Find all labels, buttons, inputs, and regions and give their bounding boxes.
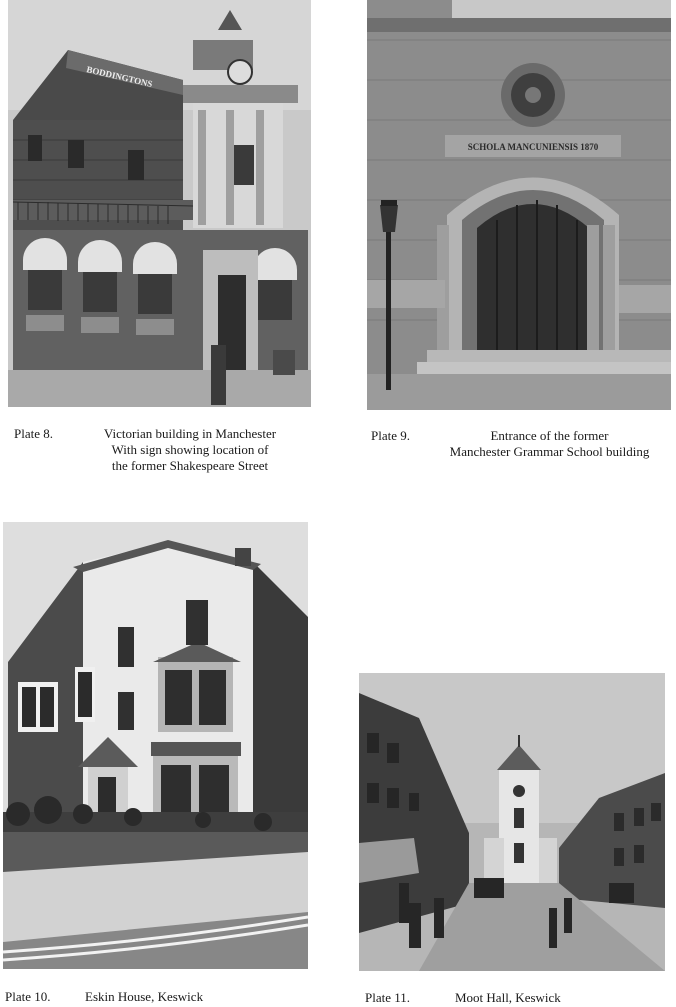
plate-8-caption-line-3: the former Shakespeare Street (111, 458, 269, 473)
plate-8-caption-line-1: Victorian building in Manchester (103, 426, 277, 441)
plate-11-caption-line-1: Moot Hall, Keswick (455, 990, 561, 1005)
plate-9-caption-line-2: Manchester Grammar School building (449, 444, 650, 459)
plate-8-sign: BODDINGTONS (85, 64, 154, 90)
plate-10-illustration (3, 522, 308, 969)
plate-8-photo (8, 0, 311, 407)
plate-10-photo (3, 522, 308, 969)
plate-8-caption-line-2: With sign showing location of (111, 442, 269, 457)
plate-9-inscription: SCHOLA MANCUNIENSIS 1870 (467, 142, 599, 152)
plate-8-illustration (8, 0, 311, 407)
plate-9-caption (371, 428, 671, 462)
plate-8-caption (14, 426, 314, 476)
plate-10-caption-line-1: Eskin House, Keswick (85, 989, 204, 1004)
plate-10-number: Plate 10. (5, 989, 51, 1004)
plate-11-photo (359, 673, 665, 971)
plate-9-number: Plate 9. (371, 428, 410, 443)
plate-11-number: Plate 11. (365, 990, 411, 1005)
plate-9-photo (367, 0, 671, 410)
plate-11-illustration (359, 673, 665, 971)
plate-9-caption-line-1: Entrance of the former (490, 428, 609, 443)
plate-9-illustration (367, 0, 671, 410)
plate-8-number: Plate 8. (14, 426, 53, 441)
plate-11-caption (365, 990, 665, 1007)
plate-10-caption (5, 989, 305, 1007)
